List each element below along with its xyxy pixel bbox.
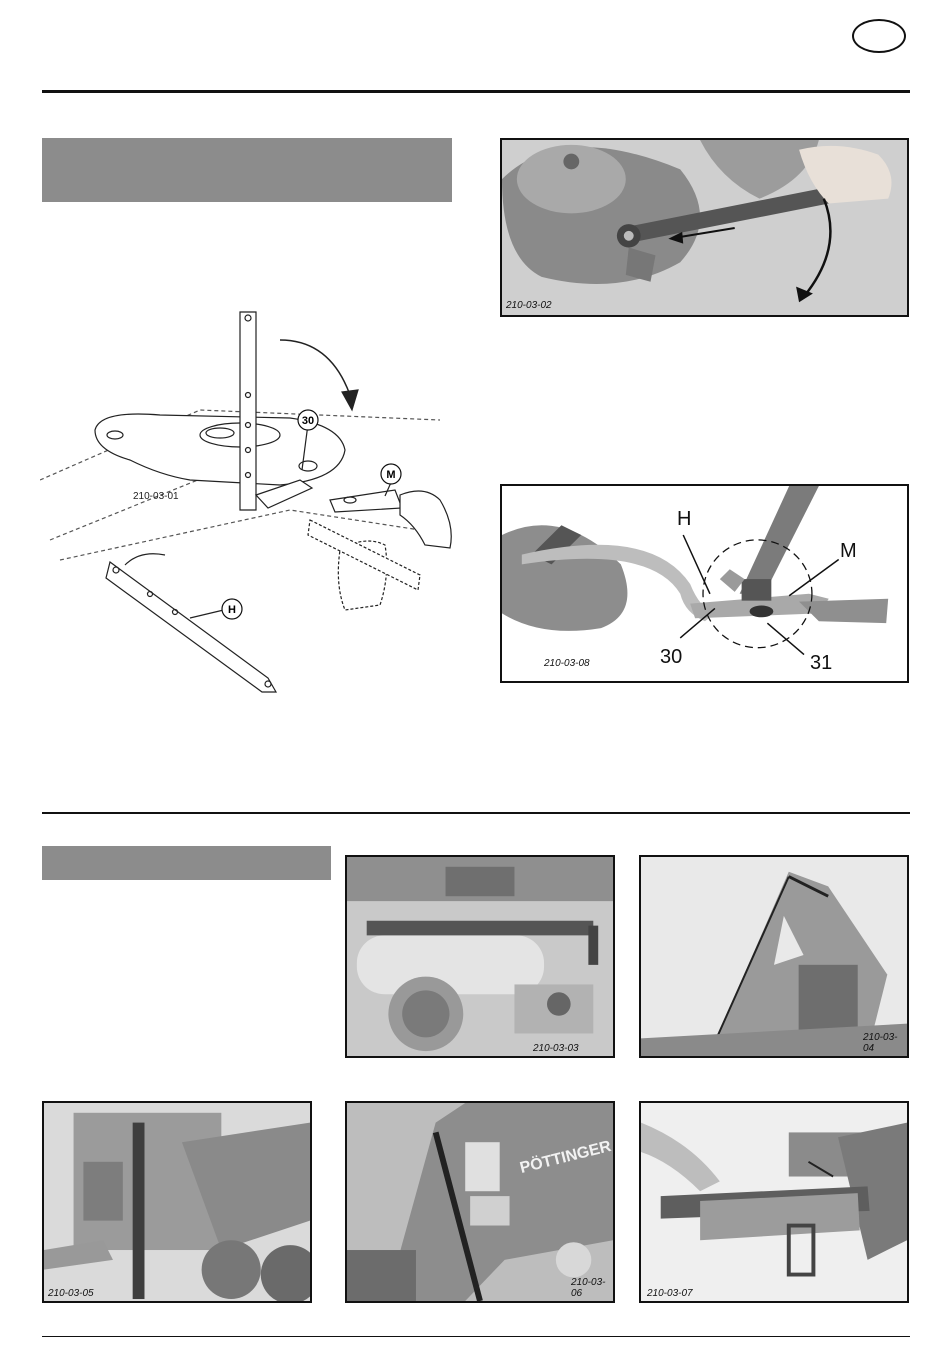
label-m: M: [840, 540, 857, 562]
language-badge: [852, 19, 906, 53]
figure-210-03-04: [639, 855, 909, 1058]
section-heading-bar-2: [42, 846, 331, 880]
figure-code: 210-03-04: [863, 1032, 898, 1054]
callout-30: 30: [301, 415, 315, 427]
figure-210-03-08: [500, 484, 909, 683]
figure-210-03-07: [639, 1101, 909, 1303]
figure-210-03-05: [42, 1101, 312, 1303]
figure-code: 210-03-02: [506, 300, 552, 311]
brand-text: PÖTTINGER: [518, 1137, 613, 1178]
header-rule: [42, 90, 910, 93]
section-heading-bar: [42, 138, 452, 202]
callout-m: M: [386, 469, 396, 481]
figure-code: 210-03-05: [48, 1288, 94, 1299]
figure-code: 210-03-08: [544, 658, 590, 669]
figure-210-03-02: [500, 138, 909, 317]
figure-code: 210-03-03: [533, 1043, 579, 1054]
figure-code: 210-03-06: [571, 1277, 606, 1299]
figure-210-03-03: [345, 855, 615, 1058]
footer-rule: [42, 1336, 910, 1337]
label-31: 31: [810, 652, 833, 674]
label-30: 30: [660, 646, 683, 668]
section-rule: [42, 812, 910, 814]
figure-code: 210-03-07: [647, 1288, 693, 1299]
label-h: H: [677, 508, 692, 530]
callout-h: H: [228, 604, 236, 616]
figure-210-03-01: [40, 300, 465, 705]
figure-code: 210-03-01: [133, 491, 179, 502]
figure-210-03-06: [345, 1101, 615, 1303]
